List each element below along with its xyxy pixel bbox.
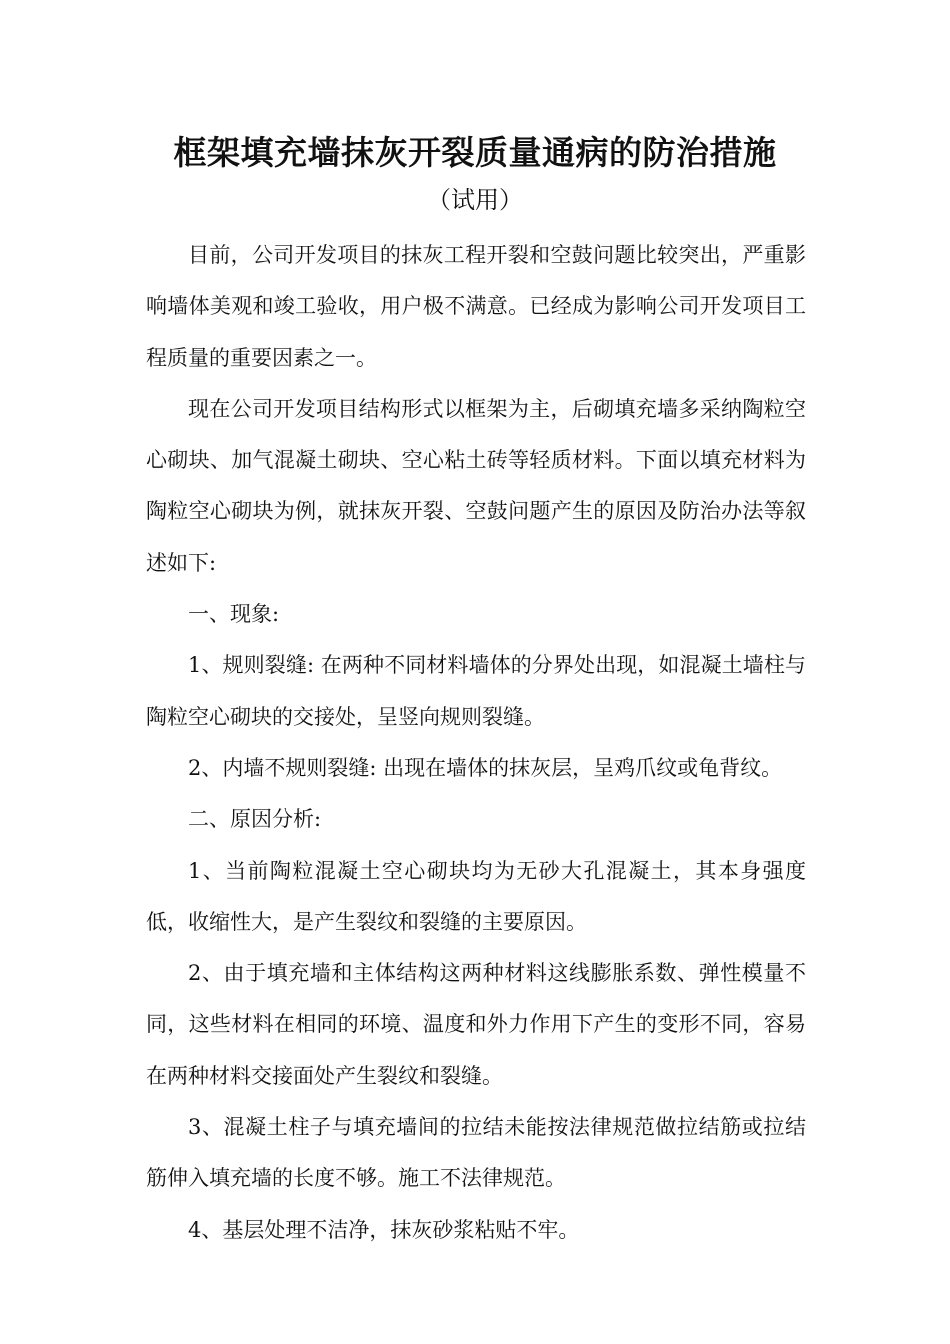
- list-item-regular-cracks: 1、规则裂缝: 在两种不同材料墙体的分界处出现，如混凝土墙柱与陶粒空心砌块的交接处，呈竖向规则裂缝。: [146, 653, 806, 729]
- list-item-cause-1: 1、当前陶粒混凝土空心砌块均为无砂大孔混凝土，其本身强度低，收缩性大，是产生裂纹和裂缝的主要原因。: [146, 858, 806, 934]
- document-subtitle: （试用）: [427, 186, 523, 214]
- section-heading-causes: 二、原因分析:: [188, 807, 322, 832]
- list-item-irregular-cracks: 2、内墙不规则裂缝: 出现在墙体的抹灰层，呈鸡爪纹或龟背纹。: [188, 755, 783, 780]
- document-body: [146, 230, 806, 1256]
- section-heading-phenomena: 一、现象:: [188, 602, 280, 627]
- list-item-cause-3: 3、混凝土柱子与填充墙间的拉结未能按法律规范做拉结筋或拉结筋伸入填充墙的长度不够。施工不法律规范。: [146, 1115, 806, 1191]
- list-item-cause-2: 2、由于填充墙和主体结构这两种材料这线膨胀系数、弹性模量不同，这些材料在相同的环境、温度和外力作用下产生的变形不同，容易在两种材料交接面处产生裂纹和裂缝。: [146, 961, 806, 1088]
- list-item-cause-4: 4、基层处理不洁净，抹灰砂浆粘贴不牢。: [188, 1217, 580, 1242]
- document-title: 框架填充墙抹灰开裂质量通病的防治措施: [173, 133, 777, 172]
- paragraph-intro-1: 目前，公司开发项目的抹灰工程开裂和空鼓问题比较突出，严重影响墙体美观和竣工验收，用户极不满意。已经成为影响公司开发项目工程质量的重要因素之一。: [146, 243, 806, 370]
- paragraph-intro-2: 现在公司开发项目结构形式以框架为主，后砌填充墙多采纳陶粒空心砌块、加气混凝土砌块、空心粘土砖等轻质材料。下面以填充材料为陶粒空心砌块为例，就抹灰开裂、空鼓问题产生的原因及防治办法等叙述如下:: [146, 396, 806, 575]
